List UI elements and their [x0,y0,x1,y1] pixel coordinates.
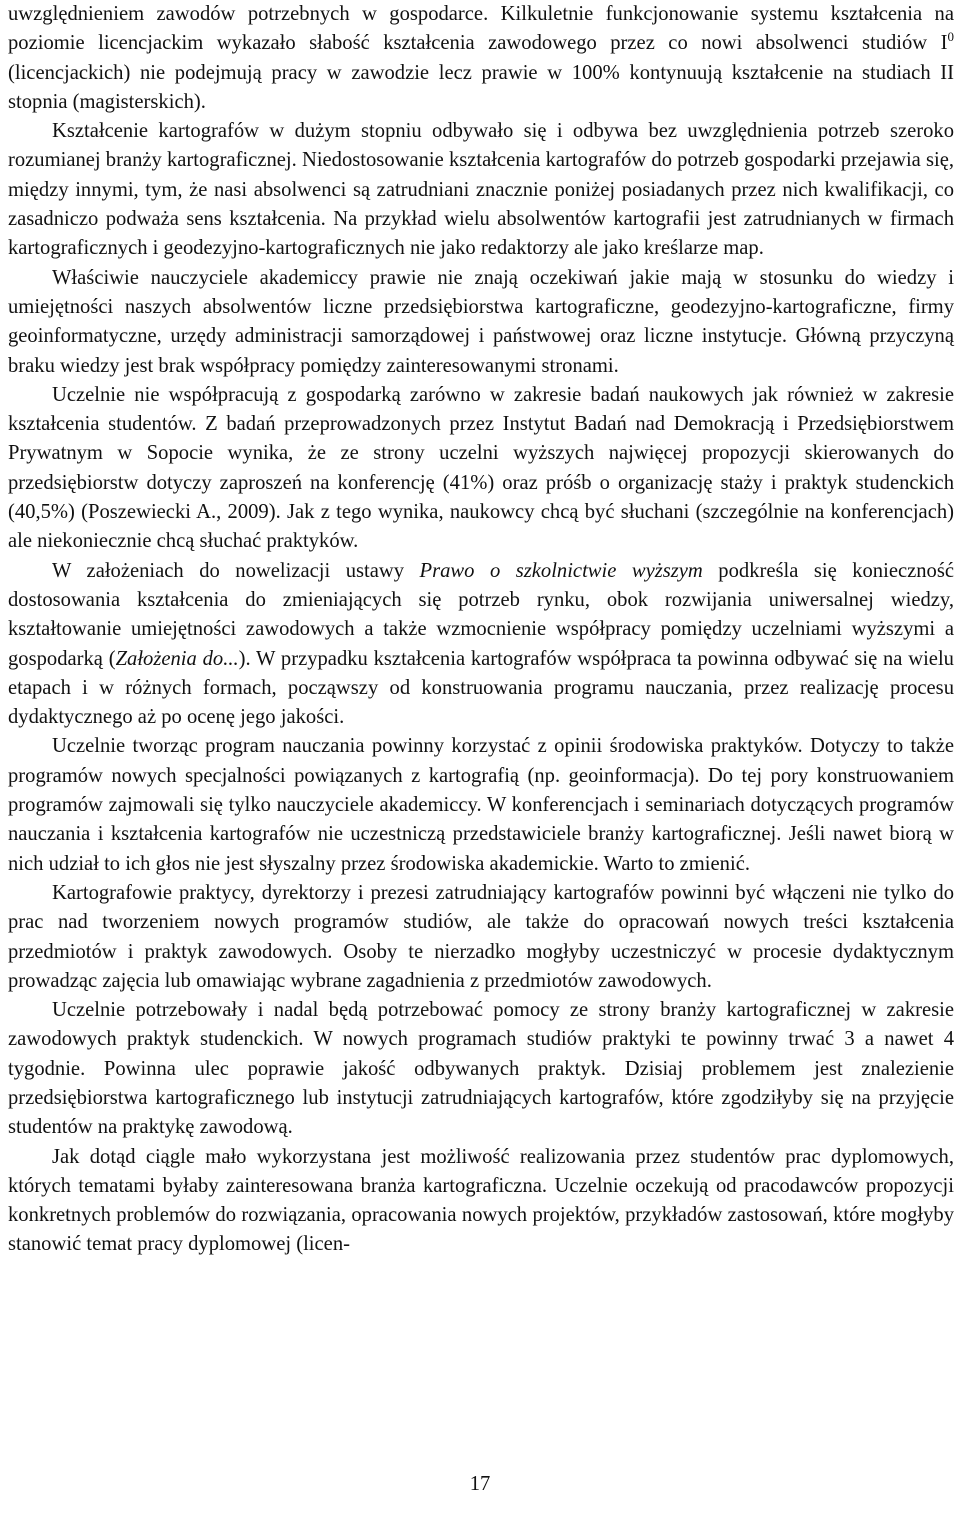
paragraph-5-text-b: podkreśla się konieczność dostosowania kształcenia do zmieniających się potrzeb rynku, obok rozwijania uniwersalnej wiedzy, kształtowanie umiejętności zawodowych a także wzmocnienie współpracy pomiędzy uczelniami wyższymi a gospodarką ( [8,559,954,670]
paragraph-2: Kształcenie kartografów w dużym stopniu odbywało się i odbywa bez uwzględnienia potrzeb szeroko rozumianej branży kartograficznej. Niedostosowanie kształcenia kartografów do potrzeb gospodarki przejawia się, między innymi, tym, że nasi absolwenci są zatrudniani znacznie poniżej posiadanych przez nich kwalifikacji, co zasadniczo podważa sens kształcenia. Na przykład wielu absolwentów kartografii jest zatrudnianych w firmach kartograficznych i geodezyjno-kartograficznych nie jako redaktorzy ale jako kreślarze map. [8,120,954,260]
paragraph-3: Właściwie nauczyciele akademiccy prawie nie znają oczekiwań jakie mają w stosunku do wiedzy i umiejętności naszych absolwentów liczne przedsiębiorstwa kartograficzne, geodezyjno-kartograficzne, firmy geoinformatyczne, urzędy administracji samorządowej i państwowej oraz liczne instytucje. Główną przyczyną braku wiedzy jest brak współpracy pomiędzy zainteresowanymi stronami. [8,266,954,377]
paragraph-8: Uczelnie potrzebowały i nadal będą potrzebować pomocy ze strony branży kartograficznej w zakresie zawodowych praktyk studenckich. W nowych programach studiów praktyki te powinny trwać 3 a nawet 4 tygodnie. Powinna ulec poprawie jakość odbywanych praktyk. Dzisiaj problemem jest znalezienie przedsiębiorstwa kartograficznego lub instytucji zatrudniających kartografów, które zgodziłyby się na przyjęcie studentów na praktykę zawodową. [8,999,954,1139]
superscript-zero: 0 [947,29,954,45]
paragraph-1-text-a: uwzględnieniem zawodów potrzebnych w gospodarce. Kilkuletnie funkcjonowanie systemu kształcenia na poziomie licencjackim wykazało słabość kształcenia zawodowego przez co nowi absolwenci studiów I [8,3,954,55]
paragraph-5 [8,557,954,733]
law-title-italic: Prawo o szkolnictwie wyższym [419,559,703,582]
paragraph-5-text-a: W założeniach do nowelizacji ustawy [52,559,420,582]
page-number: 17 [469,1473,491,1495]
citation-italic: Założenia do... [115,647,239,670]
paragraph-6: Uczelnie tworząc program nauczania powinny korzystać z opinii środowiska praktyków. Dotyczy to także programów nowych specjalności powiązanych z kartografią (np. geoinformacja). Do tej pory konstruowaniem programów zajmowali się tylko nauczyciele akademiccy. W konferencjach i seminariach dotyczących programów nauczania i kształcenia kartografów nie uczestniczą przedstawiciele branży kartograficznej. Jeśli nawet biorą w nich udział to ich głos nie jest słyszalny przez środowiska akademickie. Warto to zmienić. [8,735,954,875]
paragraph-5-text-c: ). W przypadku kształcenia kartografów współpraca ta powinna odbywać się na wielu etapach i w różnych formach, począwszy od konstruowania programu nauczania, przez realizację procesu dydaktycznego aż po ocenę jego jakości. [8,647,954,729]
paragraph-1 [8,0,954,117]
paragraph-7: Kartografowie praktycy, dyrektorzy i prezesi zatrudniający kartografów powinni być włączeni nie tylko do prac nad tworzeniem nowych programów studiów, ale także do opracowań nowych treści kształcenia przedmiotów i praktyk zawodowych. Osoby te nierzadko mogłyby uczestniczyć w procesie dydaktycznym prowadząc zajęcia lub omawiając wybrane zagadnienia z przedmiotów zawodowych. [8,881,954,992]
paragraph-1-text-b: (licencjackich) nie podejmują pracy w zawodzie lecz prawie w 100% kontynuują kształcenie na studiach II stopnia (magisterskich). [8,61,954,113]
paragraph-4: Uczelnie nie współpracują z gospodarką zarówno w zakresie badań naukowych jak również w zakresie kształcenia studentów. Z badań przeprowadzonych przez Instytut Badań nad Demokracją i Przedsiębiorstwem Prywatnym w Sopocie wynika, że ze strony uczelni wyższych najwięcej propozycji skierowanych do przedsiębiorstw dotyczy zaproszeń na konferencję (41%) oraz próśb o organizację staży i praktyk studenckich (40,5%) (Poszewiecki A., 2009). Jak z tego wynika, naukowcy chcą być słuchani (szczególnie na konferencjach) ale niekoniecznie chcą słuchać praktyków. [8,383,954,553]
document-page [8,0,954,1260]
paragraph-9: Jak dotąd ciągle mało wykorzystana jest możliwość realizowania przez studentów prac dyplomowych, których tematami byłaby zainteresowana branża kartograficzna. Uczelnie oczekują od pracodawców propozycji konkretnych problemów do rozwiązania, opracowania nowych projektów, przykładów zastosowań, które mogłyby stanowić temat pracy dyplomowej (licen- [8,1145,954,1256]
